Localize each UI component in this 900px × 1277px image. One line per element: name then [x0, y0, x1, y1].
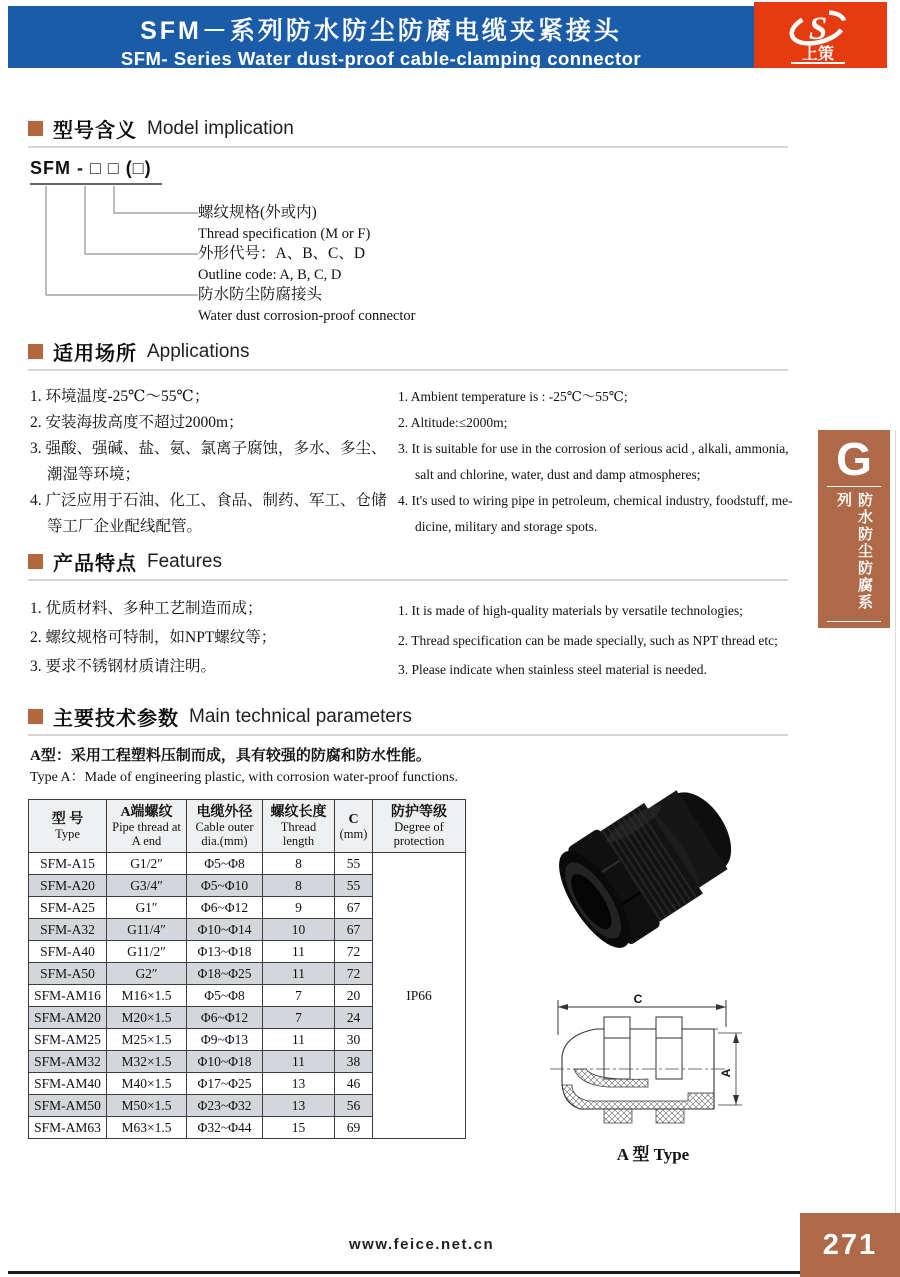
section-title-en: Main technical parameters — [189, 705, 412, 727]
table-row: SFM-A25 G1″ Φ6~Φ12 9 67 — [29, 897, 466, 919]
list-item: 1. Ambient temperature is : -25℃～55℃; — [398, 389, 628, 404]
list-item: 2. 螺纹规格可特制，如NPT螺纹等； — [30, 629, 277, 646]
section-divider — [28, 734, 788, 736]
header-band — [8, 6, 754, 68]
list-item: 1. 环境温度-25℃～55℃； — [30, 388, 210, 405]
page-subtitle: SFM- Series Water dust-proof cable-clamping connector — [120, 48, 642, 69]
section-title-zh: 适用场所 — [53, 343, 137, 365]
list-item: 4. 广泛应用于石油、化工、食品、制药、军工、仓储等工厂企业配线配管。 — [30, 492, 387, 535]
dim-label-a: A — [719, 1068, 733, 1078]
section-features-heading — [28, 547, 222, 576]
diagram-label: Outline code: A, B, C, D — [198, 266, 342, 283]
page-title: SFM－系列防水防尘防腐电缆夹紧接头 — [140, 17, 622, 45]
section-model-heading — [28, 114, 294, 143]
table-row: SFM-A40 G11/2″ Φ13~Φ18 11 72 — [29, 941, 466, 963]
section-title-en: Model implication — [147, 117, 294, 139]
list-item: 1. 优质材料、多种工艺制造而成； — [30, 600, 263, 617]
diagram-label: 螺纹规格(外或内) — [198, 204, 317, 221]
table-row: SFM-A50 G2″ Φ18~Φ25 11 72 — [29, 963, 466, 985]
list-item: 3. Please indicate when stainless steel material is needed. — [398, 662, 707, 677]
footer-rule — [8, 1271, 800, 1274]
list-item: 2. Altitude:≤2000m; — [398, 415, 508, 430]
table-row: SFM-A15 G1/2″ Φ5~Φ8 8 55 IP66 — [29, 853, 466, 875]
col-header-length: 螺纹长度 Thread length — [263, 800, 335, 853]
table-row: SFM-AM50 M50×1.5 Φ23~Φ32 13 56 — [29, 1095, 466, 1117]
section-divider — [28, 579, 788, 581]
section-bullet-icon — [28, 344, 43, 359]
type-a-intro-en: Type A：Made of engineering plastic, with corrosion water-proof functions. — [30, 770, 458, 785]
tab-label: 防水防尘防腐系列 — [835, 491, 873, 611]
product-photo — [535, 775, 755, 970]
features-list-zh — [30, 594, 400, 681]
table-row: SFM-AM25 M25×1.5 Φ9~Φ13 11 30 — [29, 1029, 466, 1051]
table-row: SFM-AM63 M63×1.5 Φ32~Φ44 15 69 — [29, 1117, 466, 1139]
section-title-zh: 型号含义 — [53, 120, 137, 142]
protection-cell: IP66 — [373, 853, 466, 1139]
model-code: SFM - □ □ (□) — [30, 158, 162, 185]
section-bullet-icon — [28, 554, 43, 569]
applications-list-zh — [30, 384, 400, 540]
col-header-protection: 防护等级 Degree of protection — [373, 800, 466, 853]
page-number-badge: 271 — [800, 1213, 900, 1277]
section-title-zh: 产品特点 — [53, 553, 137, 575]
table-header-row — [29, 800, 466, 853]
list-item: 3. 要求不锈钢材质请注明。 — [30, 658, 217, 675]
list-item: 1. It is made of high-quality materials by versatile technologies; — [398, 603, 743, 618]
applications-list-en — [398, 384, 796, 540]
col-header-type: 型 号 Type — [29, 800, 107, 853]
logo-letter: S — [808, 11, 827, 47]
section-parameters-heading — [28, 702, 412, 731]
type-a-intro-zh: A型：采用工程塑料压制而成，具有较强的防腐和防水性能。 — [30, 748, 431, 764]
features-list-en — [398, 596, 798, 685]
type-a-drawing — [528, 993, 778, 1143]
model-diagram-lines — [28, 186, 208, 306]
side-tab-series — [818, 430, 890, 628]
table-row: SFM-AM40 M40×1.5 Φ17~Φ25 13 46 — [29, 1073, 466, 1095]
section-title-zh: 主要技术参数 — [53, 708, 179, 730]
tab-divider — [827, 486, 881, 487]
diagram-label: 防水防尘防腐接头 — [198, 286, 323, 303]
brand-logo — [754, 2, 887, 68]
section-title-en: Features — [147, 550, 222, 572]
col-header-c: C (mm) — [335, 800, 373, 853]
dim-label-c: C — [633, 993, 643, 1006]
col-header-thread: A端螺纹 Pipe thread at A end — [107, 800, 187, 853]
section-title-en: Applications — [147, 340, 250, 362]
diagram-label: 外形代号：A、B、C、D — [198, 245, 366, 262]
tab-divider — [827, 621, 881, 622]
table-row: SFM-A32 G11/4″ Φ10~Φ14 10 67 — [29, 919, 466, 941]
list-item: 4. It's used to wiring pipe in petroleum, chemical industry, foodstuff, me-dicine, military and storage spots. — [398, 493, 793, 534]
list-item: 3. It is suitable for use in the corrosion of serious acid , alkali, ammonia, salt and chlorine, water, dust and damp atmospheres; — [398, 441, 789, 482]
website-text: www.feice.net.cn — [349, 1236, 495, 1253]
model-diagram-labels — [198, 203, 415, 326]
section-bullet-icon — [28, 121, 43, 136]
diagram-label: Water dust corrosion-proof connector — [198, 307, 416, 324]
list-item: 2. Thread specification can be made specially, such as NPT thread etc; — [398, 632, 778, 648]
section-applications-heading — [28, 337, 249, 366]
table-row: SFM-AM16 M16×1.5 Φ5~Φ8 7 20 — [29, 985, 466, 1007]
section-bullet-icon — [28, 709, 43, 724]
drawing-caption: A 型 Type — [616, 1145, 690, 1164]
table-row: SFM-A20 G3/4″ Φ5~Φ10 8 55 — [29, 875, 466, 897]
list-item: 2. 安装海拔高度不超过2000m； — [30, 414, 244, 431]
logo-icon — [761, 4, 881, 66]
table-row: SFM-AM20 M20×1.5 Φ6~Φ12 7 24 — [29, 1007, 466, 1029]
col-header-cable: 电缆外径 Cable outer dia.(mm) — [187, 800, 263, 853]
section-divider — [28, 146, 788, 148]
list-item: 3. 强酸、强碱、盐、氨、氯离子腐蚀，多水、多尘、潮湿等环境； — [30, 440, 387, 483]
diagram-label: Thread specification (M or F) — [198, 225, 371, 242]
parameters-table — [28, 799, 466, 1139]
table-row: SFM-AM32 M32×1.5 Φ10~Φ18 11 38 — [29, 1051, 466, 1073]
section-divider — [28, 369, 788, 371]
logo-name: 上策 — [801, 46, 834, 63]
page-edge-line — [895, 430, 896, 1213]
tab-letter: G — [836, 433, 872, 485]
